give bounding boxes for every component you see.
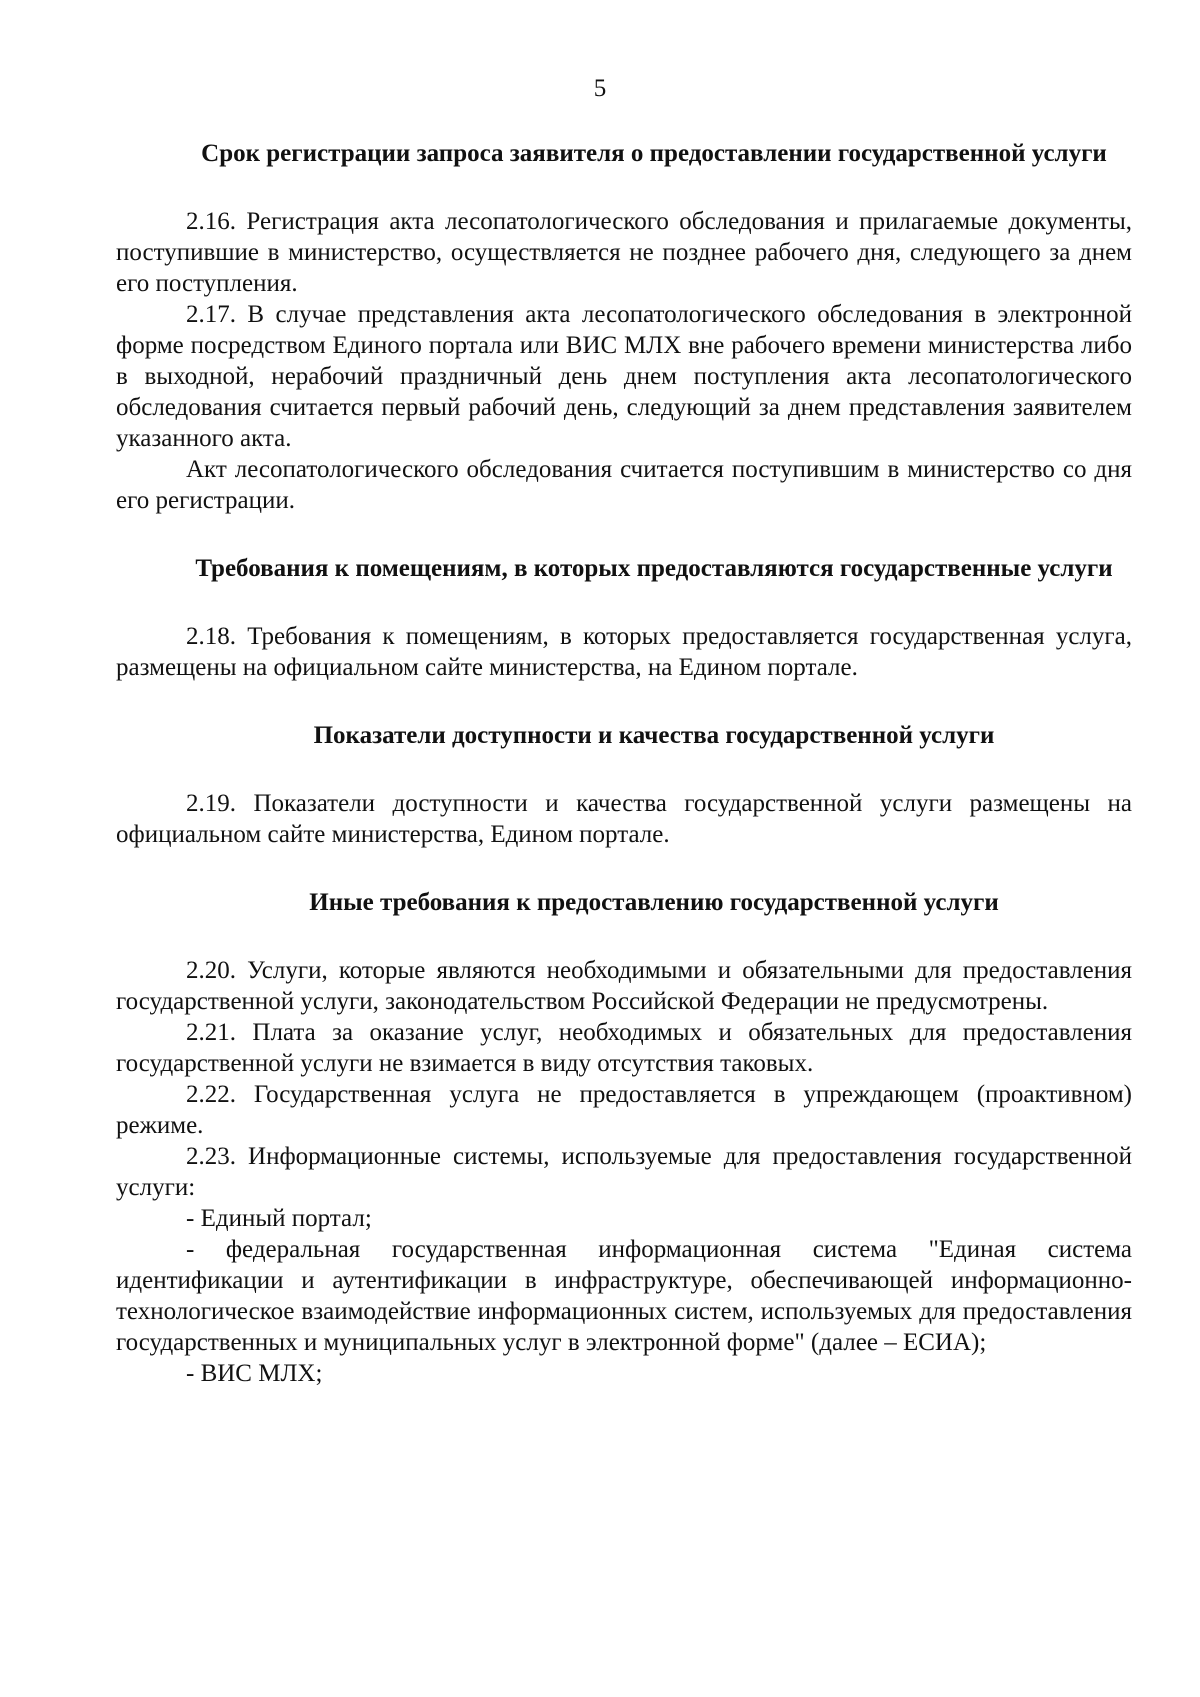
document-body (116, 138, 1132, 1389)
section-other-requirements (116, 887, 1132, 1389)
page-number: 5 (593, 75, 607, 102)
paragraph-2-20: 2.20. Услуги, которые являются необходимыми и обязательными для предоставления государственной услуги, законодательством Российской Федерации не предусмотрены. (116, 957, 1132, 1015)
section-heading: Требования к помещениям, в которых предоставляются государственные услуги (195, 555, 1113, 582)
section-accessibility-indicators (116, 720, 1132, 850)
section-registration-deadline (116, 138, 1132, 516)
section-heading: Срок регистрации запроса заявителя о предоставлении государственной услуги (201, 140, 1107, 167)
section-heading: Показатели доступности и качества государственной услуги (313, 722, 995, 749)
paragraph-2-18: 2.18. Требования к помещениям, в которых предоставляется государственная услуга, размещены на официальном сайте министерства, на Едином портале. (116, 623, 1132, 681)
section-premises-requirements (116, 553, 1132, 683)
paragraph-2-19: 2.19. Показатели доступности и качества государственной услуги размещены на официальном сайте министерства, Едином портале. (116, 790, 1132, 848)
paragraph-2-22: 2.22. Государственная услуга не предоставляется в упреждающем (проактивном) режиме. (116, 1081, 1132, 1139)
paragraph-2-21: 2.21. Плата за оказание услуг, необходимых и обязательных для предоставления государственной услуги не взимается в виду отсутствия таковых. (116, 1019, 1132, 1077)
section-heading: Иные требования к предоставлению государственной услуги (309, 889, 999, 916)
paragraph-2-23: 2.23. Информационные системы, используемые для предоставления государственной услуги: (116, 1143, 1132, 1201)
paragraph-2-16: 2.16. Регистрация акта лесопатологического обследования и прилагаемые документы, поступившие в министерство, осуществляется не позднее рабочего дня, следующего за днем его поступления. (116, 208, 1132, 297)
list-item-vis-mlh: - ВИС МЛХ; (186, 1360, 323, 1387)
list-item-unified-portal: - Единый портал; (186, 1205, 372, 1232)
paragraph-act-received: Акт лесопатологического обследования считается поступившим в министерство со дня его регистрации. (116, 456, 1132, 514)
paragraph-2-17: 2.17. В случае представления акта лесопатологического обследования в электронной форме посредством Единого портала или ВИС МЛХ вне рабочего времени министерства либо в выходной, нерабочий праздничный день днем поступления акта лесопатологического обследования считается первый рабочий день, следующий за днем представления заявителем указанного акта. (116, 301, 1132, 452)
list-item-esia: - федеральная государственная информационная система "Единая система идентификации и аутентификации в инфраструктуре, обеспечивающей информационно-технологическое взаимодействие информационных систем, используемых для предоставления государственных и муниципальных услуг в электронной форме" (далее – ЕСИА); (116, 1236, 1132, 1356)
